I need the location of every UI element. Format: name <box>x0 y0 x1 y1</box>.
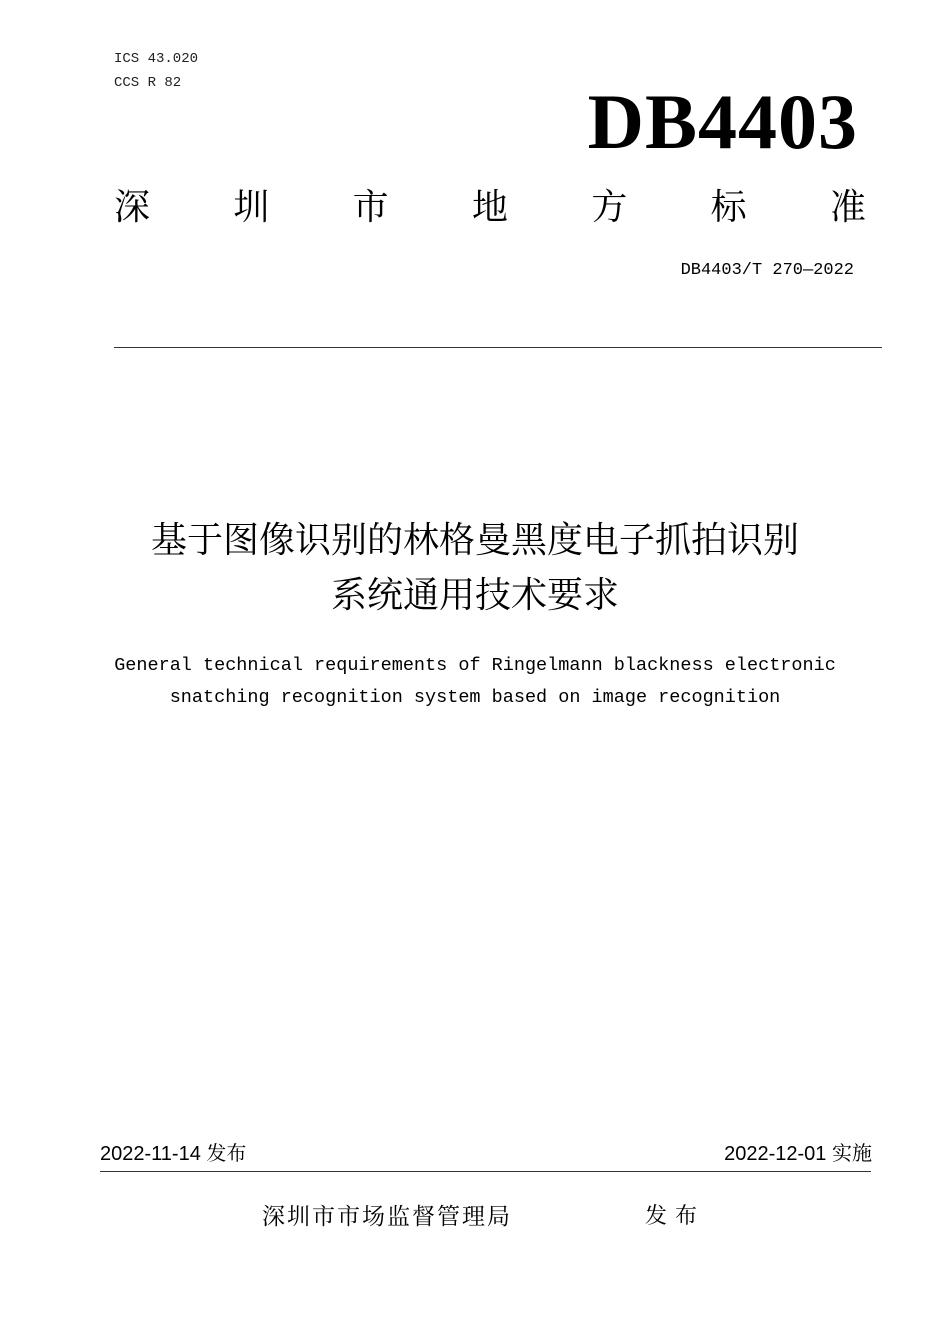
issuing-authority: 深圳市市场监督管理局 <box>262 1204 512 1230</box>
ics-code: ICS 43.020 <box>114 51 199 67</box>
standard-code: DB4403 <box>587 78 858 165</box>
title-english-line-2: snatching recognition system based on image recognition <box>169 687 781 708</box>
title-english-line-1: General technical requirements of Ringelmann blackness electronic <box>114 655 836 676</box>
standard-type-char: 标 <box>710 187 747 228</box>
standard-type-char: 圳 <box>233 187 270 228</box>
implementation-date: 2022-12-01 实施 <box>724 1143 872 1165</box>
standard-type <box>114 186 866 230</box>
standard-type-char: 地 <box>471 187 508 228</box>
standard-type-char: 深 <box>114 187 151 228</box>
issue-action: 发布 <box>645 1204 706 1229</box>
standard-number: DB4403/T 270—2022 <box>680 261 854 280</box>
standard-type-char: 市 <box>352 187 389 228</box>
issue-date: 2022-11-14 发布 <box>100 1143 247 1165</box>
standard-type-char: 准 <box>829 187 866 228</box>
bottom-divider <box>100 1171 871 1172</box>
standard-type-char: 方 <box>591 187 628 228</box>
ccs-code: CCS R 82 <box>114 75 182 91</box>
top-divider <box>114 347 882 348</box>
title-chinese-line-1: 基于图像识别的林格曼黑度电子抓拍识别 <box>150 520 799 561</box>
title-chinese-line-2: 系统通用技术要求 <box>330 575 619 616</box>
